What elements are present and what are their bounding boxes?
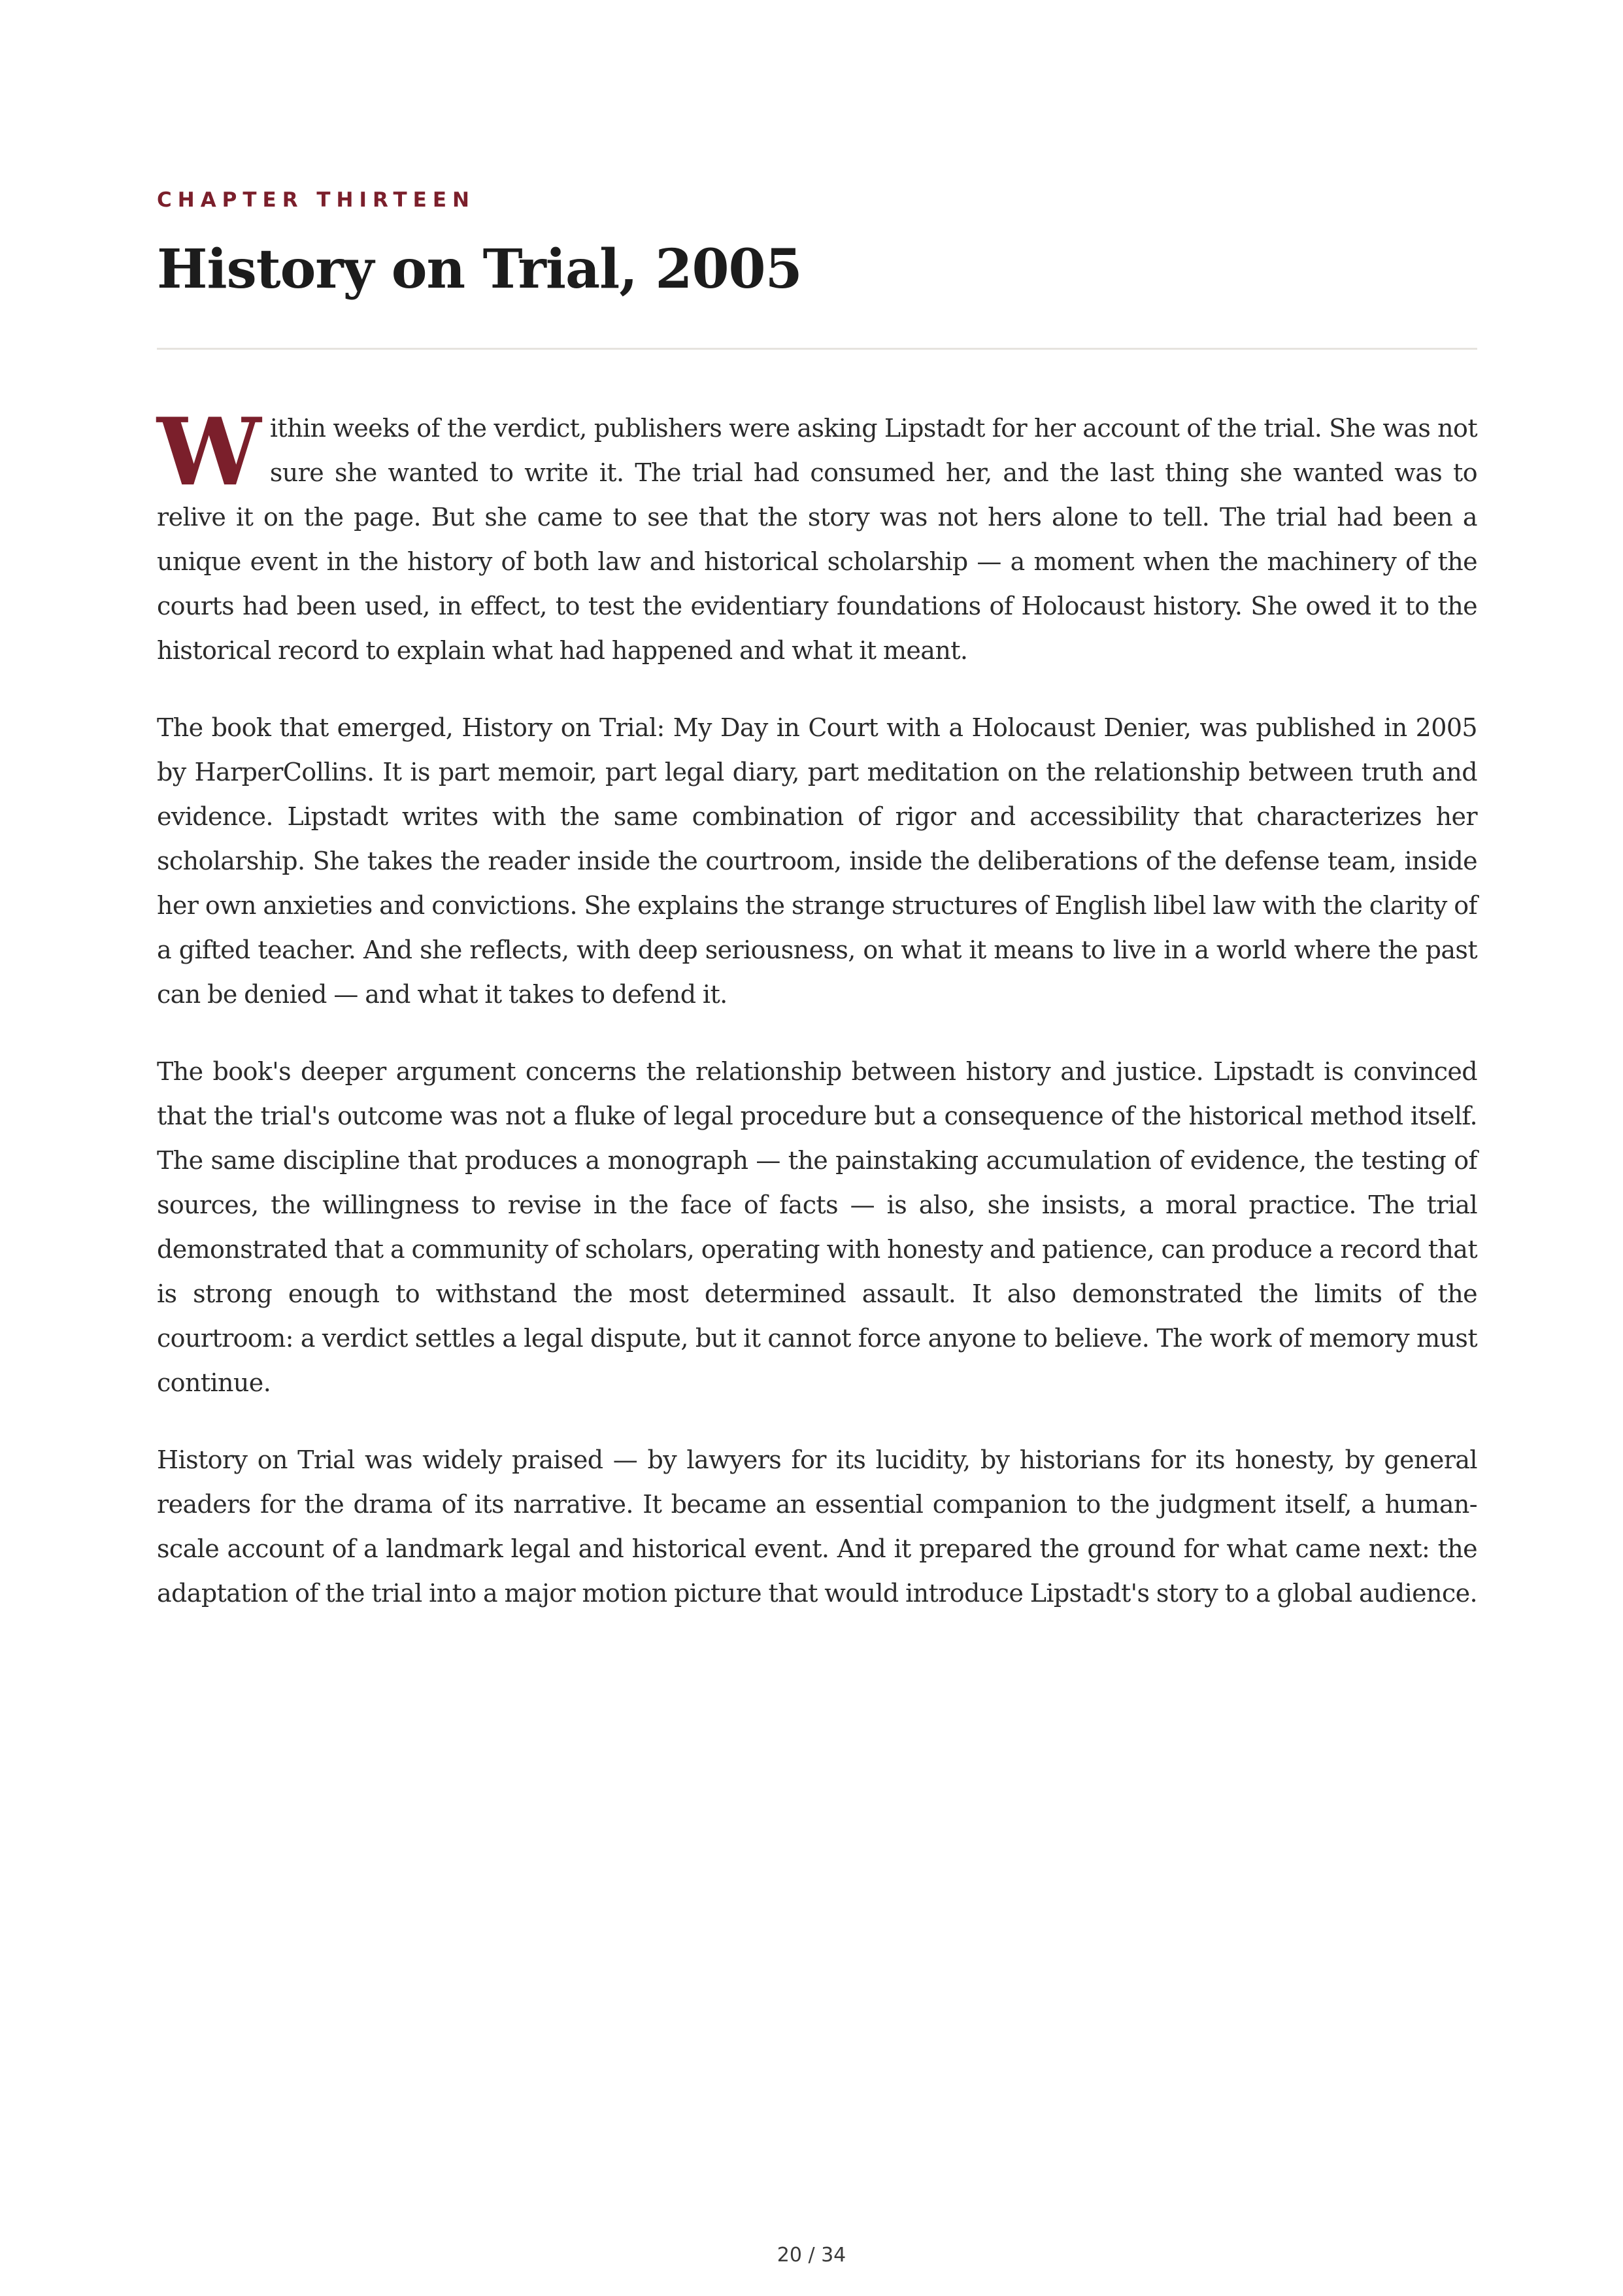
- paragraph-2: The book that emerged, History on Trial: My Day in Court with a Holocaust Denier, was published in 2005 by HarperCollins. It is part memoir, part legal diary, part meditation on the relationship between truth and evidence. Lipstadt writes with the same combination of rigor and accessibility that characterizes her scholarship. She takes the reader inside the courtroom, inside the deliberations of the defense team, inside her own anxieties and convictions. She explains the strange structures of English libel law with the clarity of a gifted teacher. And she reflects, with deep seriousness, on what it means to live in a world where the past can be denied — and what it takes to defend it.: [157, 713, 1477, 1009]
- chapter-title: History on Trial, 2005: [157, 238, 802, 301]
- paragraph-4: History on Trial was widely praised — by lawyers for its lucidity, by historians for its honesty, by general readers for the drama of its narrative. It became an essential companion to the judgment itself, a human-scale account of a landmark legal and historical event. And it prepared the ground for what came next: the adaptation of the trial into a major motion picture that would introduce Lipstadt's story to a global audience.: [157, 1445, 1477, 1608]
- paragraph-1-text: ithin weeks of the verdict, publishers were asking Lipstadt for her account of the trial. She was not sure she wanted to write it. The trial had consumed her, and the last thing she wanted was to relive it on the page. But she came to see that the story was not hers alone to tell. The trial had been a unique event in the history of both law and historical scholarship — a moment when the machinery of the courts had been used, in effect, to test the evidentiary foundations of Holocaust history. She owed it to the historical record to explain what had happened and what it meant.: [157, 414, 1477, 665]
- document-page: [157, 0, 1477, 2296]
- chapter-body: [157, 398, 1477, 1648]
- paragraph-1: [157, 398, 1477, 673]
- chapter-label: CHAPTER THIRTEEN: [157, 188, 475, 212]
- page-number: 20 / 34: [777, 2244, 846, 2267]
- drop-cap: W: [157, 398, 261, 507]
- title-divider: [157, 348, 1477, 350]
- paragraph-3: The book's deeper argument concerns the relationship between history and justice. Lipstadt is convinced that the trial's outcome was not a fluke of legal procedure but a consequence of the historical method itself. The same discipline that produces a monograph — the painstaking accumulation of evidence, the testing of sources, the willingness to revise in the face of facts — is also, she insists, a moral practice. The trial demonstrated that a community of scholars, operating with honesty and patience, can produce a record that is strong enough to withstand the most determined assault. It also demonstrated the limits of the courtroom: a verdict settles a legal dispute, but it cannot force anyone to believe. The work of memory must continue.: [157, 1057, 1477, 1397]
